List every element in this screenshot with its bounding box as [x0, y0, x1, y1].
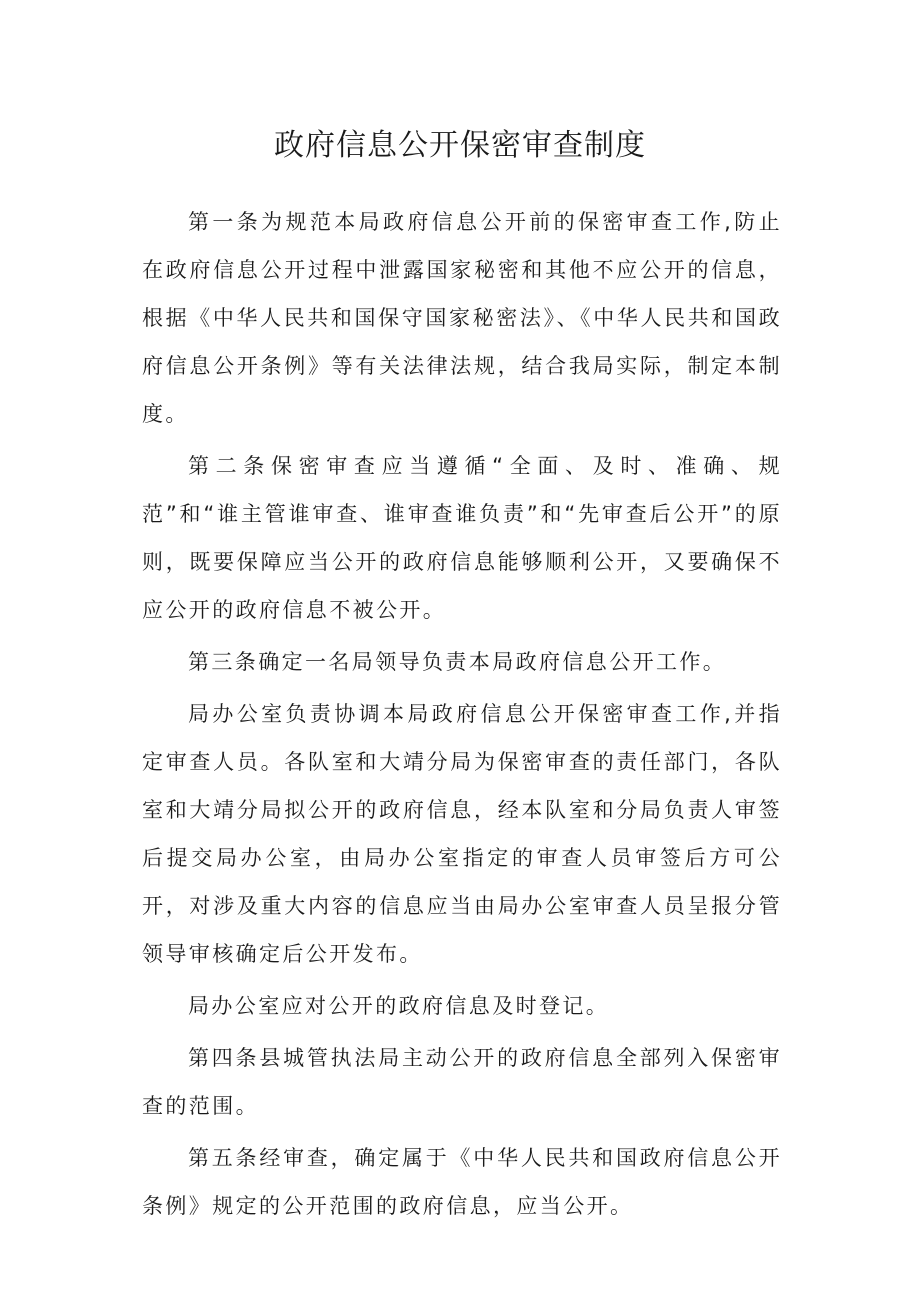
paragraph-article-5: 第五条经审查，确定属于《中华人民共和国政府信息公开条例》规定的公开范围的政府信息，应当公开。 — [142, 1146, 782, 1218]
paragraph-article-3: 第三条确定一名局领导负责本局政府信息公开工作。 — [188, 650, 727, 674]
paragraph-article-2: 第二条保密审查应当遵循“全面、及时、准确、规范”和“谁主管谁审查、谁审查谁负责”和“先审查后公开”的原则，既要保障应当公开的政府信息能够顺利公开，又要确保不应公开的政府信息不被公开。 — [142, 454, 782, 622]
paragraph-article-4: 第四条县城管执法局主动公开的政府信息全部列入保密审查的范围。 — [142, 1046, 782, 1118]
document-title: 政府信息公开保密审查制度 — [274, 128, 646, 163]
paragraph-office-registration: 局办公室应对公开的政府信息及时登记。 — [188, 994, 610, 1018]
paragraph-article-1: 第一条为规范本局政府信息公开前的保密审查工作,防止在政府信息公开过程中泄露国家秘密和其他不应公开的信息，根据《中华人民共和国保守国家秘密法》、《中华人民共和国政府信息公开条例》等有关法律法规，结合我局实际，制定本制度。 — [142, 210, 782, 426]
document-body — [142, 198, 782, 1234]
paragraph-office-duties: 局办公室负责协调本局政府信息公开保密审查工作,并指定审查人员。各队室和大靖分局为保密审查的责任部门，各队室和大靖分局拟公开的政府信息，经本队室和分局负责人审签后提交局办公室，由局办公室指定的审查人员审签后方可公开，对涉及重大内容的信息应当由局办公室审查人员呈报分管领导审核确定后公开发布。 — [142, 702, 782, 966]
